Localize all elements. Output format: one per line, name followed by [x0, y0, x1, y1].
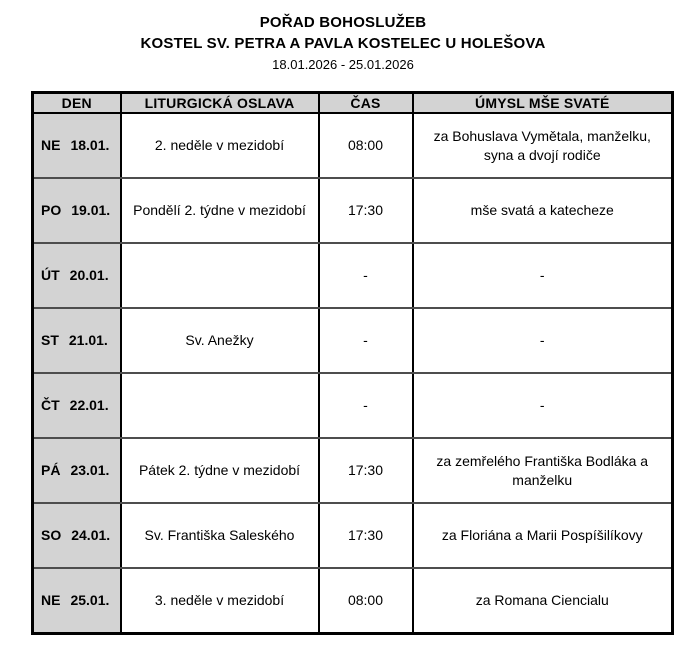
intention-cell: za zemřelého Františka Bodláka a manželku [413, 438, 673, 503]
date-range: 18.01.2026 - 25.01.2026 [272, 57, 414, 72]
day-date: 21.01. [68, 332, 108, 348]
table-row [33, 438, 673, 503]
celebration-cell [121, 243, 319, 308]
time-cell: 08:00 [319, 113, 413, 178]
intention-cell: - [413, 243, 673, 308]
day-cell [33, 438, 121, 503]
day-abbrev: SO [41, 527, 62, 543]
day-date: 23.01. [70, 462, 110, 478]
day-abbrev: ČT [41, 397, 60, 413]
celebration-cell: Sv. Anežky [121, 308, 319, 373]
day-abbrev: PÁ [41, 462, 61, 478]
time-cell: 17:30 [319, 503, 413, 568]
celebration-cell [121, 373, 319, 438]
celebration-cell: Pondělí 2. týdne v mezidobí [121, 178, 319, 243]
time-cell: 17:30 [319, 178, 413, 243]
column-header-liturgick-oslava: LITURGICKÁ OSLAVA [121, 93, 319, 114]
day-date: 20.01. [69, 267, 109, 283]
intention-cell: mše svatá a katecheze [413, 178, 673, 243]
celebration-cell: 3. neděle v mezidobí [121, 568, 319, 633]
table-row [33, 503, 673, 568]
time-cell: 17:30 [319, 438, 413, 503]
day-date: 25.01. [70, 591, 110, 608]
table-row [33, 373, 673, 438]
day-cell [33, 503, 121, 568]
time-cell: 08:00 [319, 568, 413, 633]
time-cell: - [319, 308, 413, 373]
schedule-table [31, 91, 674, 635]
day-cell [33, 113, 121, 178]
intention-cell: - [413, 308, 673, 373]
day-abbrev: ÚT [41, 267, 60, 283]
table-header-row [33, 93, 673, 114]
time-cell: - [319, 373, 413, 438]
day-abbrev: PO [41, 202, 62, 218]
day-cell [33, 178, 121, 243]
intention-cell: za Bohuslava Vymětala, manželku, syna a dvojí rodiče [413, 113, 673, 178]
day-date: 18.01. [70, 137, 110, 153]
celebration-cell: Sv. Františka Saleského [121, 503, 319, 568]
table-row [33, 113, 673, 178]
day-date: 22.01. [69, 397, 109, 413]
table-row [33, 243, 673, 308]
day-abbrev: NE [41, 137, 61, 153]
day-cell [33, 373, 121, 438]
day-date: 24.01. [71, 527, 111, 543]
celebration-cell: Pátek 2. týdne v mezidobí [121, 438, 319, 503]
document-subtitle: KOSTEL SV. PETRA A PAVLA KOSTELEC U HOLEŠOVA [140, 35, 546, 52]
table-row [33, 568, 673, 633]
day-cell [33, 568, 121, 633]
day-abbrev: NE [41, 591, 61, 608]
document-title: POŘAD BOHOSLUŽEB [259, 14, 427, 31]
day-abbrev: ST [41, 332, 59, 348]
table-row [33, 308, 673, 373]
day-cell [33, 243, 121, 308]
intention-cell: za Floriána a Marii Pospíšilíkovy [413, 503, 673, 568]
day-date: 19.01. [71, 202, 111, 218]
column-header-mysl-m-e-svat: ÚMYSL MŠE SVATÉ [413, 93, 673, 114]
intention-cell: - [413, 373, 673, 438]
intention-cell: za Romana Ciencialu [413, 568, 673, 633]
column-header-den: DEN [33, 93, 121, 114]
column-header-as: ČAS [319, 93, 413, 114]
celebration-cell: 2. neděle v mezidobí [121, 113, 319, 178]
time-cell: - [319, 243, 413, 308]
document-header [0, 0, 686, 75]
table-row [33, 178, 673, 243]
day-cell [33, 308, 121, 373]
